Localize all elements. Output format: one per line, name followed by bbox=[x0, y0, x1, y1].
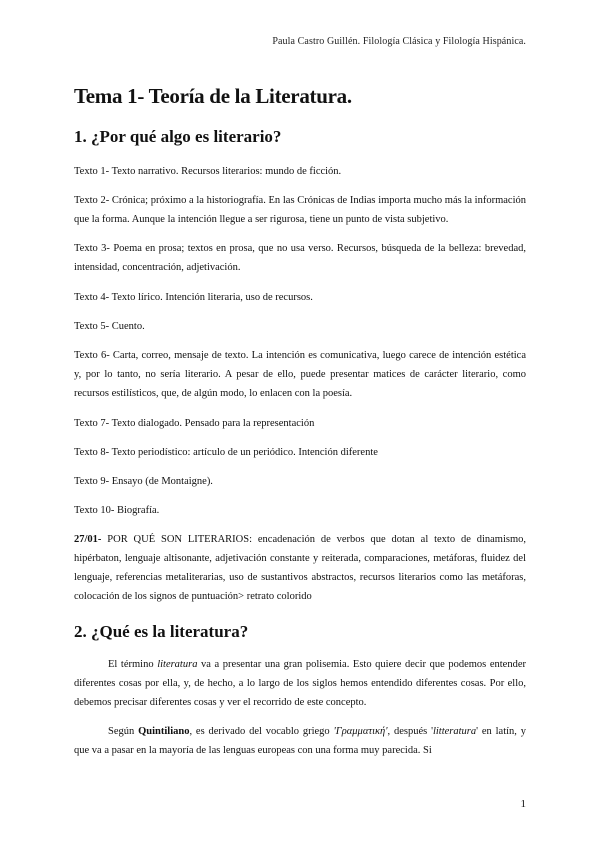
page-number: 1 bbox=[520, 798, 526, 810]
section-1-heading: 1. ¿Por qué algo es literario? bbox=[74, 127, 282, 146]
quintiliano-paragraph: Según Quintiliano, es derivado del vocablo griego 'Γραμματική', después 'litteratura' en latín, y que va a pasar en la mayoría de las lenguas europeas con una forma muy parecida. Si bbox=[74, 726, 527, 756]
section-2-heading: 2. ¿Qué es la literatura? bbox=[74, 622, 249, 641]
text-8-paragraph: Texto 8- Texto periodístico: artículo de un periódico. Intención diferente bbox=[74, 447, 378, 458]
text-1-paragraph: Texto 1- Texto narrativo. Recursos literarios: mundo de ficción. bbox=[74, 166, 342, 177]
text-9-paragraph: Texto 9- Ensayo (de Montaigne). bbox=[74, 476, 213, 487]
greek-term: 'Γραμματική' bbox=[333, 726, 388, 737]
term-literatura: literatura bbox=[157, 659, 198, 670]
note-date: 27/01- bbox=[74, 534, 102, 545]
text-5-paragraph: Texto 5- Cuento. bbox=[74, 321, 145, 332]
author-quintiliano: Quintiliano bbox=[138, 726, 190, 737]
text-10-paragraph: Texto 10- Biografía. bbox=[74, 505, 160, 516]
literary-features-note bbox=[74, 530, 526, 606]
running-header: Paula Castro Guillén. Filología Clásica y Filología Hispánica. bbox=[272, 36, 526, 47]
latin-term: litteratura bbox=[432, 726, 477, 737]
text-2-paragraph: Texto 2- Crónica; próximo a la historiografía. En las Crónicas de Indias importa mucho más la información que la forma. Aunque la intención llegue a ser rigurosa, tiene un punto de vista subjetivo. bbox=[74, 195, 526, 225]
page-title: Tema 1- Teoría de la Literatura. bbox=[74, 84, 352, 108]
text-4-paragraph: Texto 4- Texto lírico. Intención literaria, uso de recursos. bbox=[74, 292, 313, 303]
note-text: POR QUÉ SON LITERARIOS: encadenación de verbos que dotan al texto de dinamismo, hipérbaton, lenguaje altisonante, adjetivación constante y reiterada, comparaciones, metáforas, fluidez del lenguaje, referencias metaliterarias, uso de sustantivos abstractos, recursos literarios como las metáforas, colocación de los signos de puntuación> retrato colorido bbox=[74, 534, 526, 602]
text-7-paragraph: Texto 7- Texto dialogado. Pensado para la representación bbox=[74, 418, 315, 429]
literature-polysemy-paragraph: El término literatura va a presentar una gran polisemia. Esto quiere decir que podemos entender diferentes cosas por ella, y, de hecho, a lo largo de los siglos hemos entendido diferentes cosas. Por ello, debemos precisar diferentes cosas y ver el recorrido de este concepto. bbox=[74, 659, 526, 708]
text-6-paragraph: Texto 6- Carta, correo, mensaje de texto. La intención es comunicativa, luego carece de intención estética y, por lo tanto, no sería literario. A pesar de ello, puede presentar matices de carácter literario, como recursos estilísticos, que, de algún modo, lo enlacen con la poesía. bbox=[74, 350, 526, 399]
text-3-paragraph: Texto 3- Poema en prosa; textos en prosa, que no usa verso. Recursos, búsqueda de la belleza: brevedad, intensidad, concentración, adjetivación. bbox=[74, 243, 526, 273]
